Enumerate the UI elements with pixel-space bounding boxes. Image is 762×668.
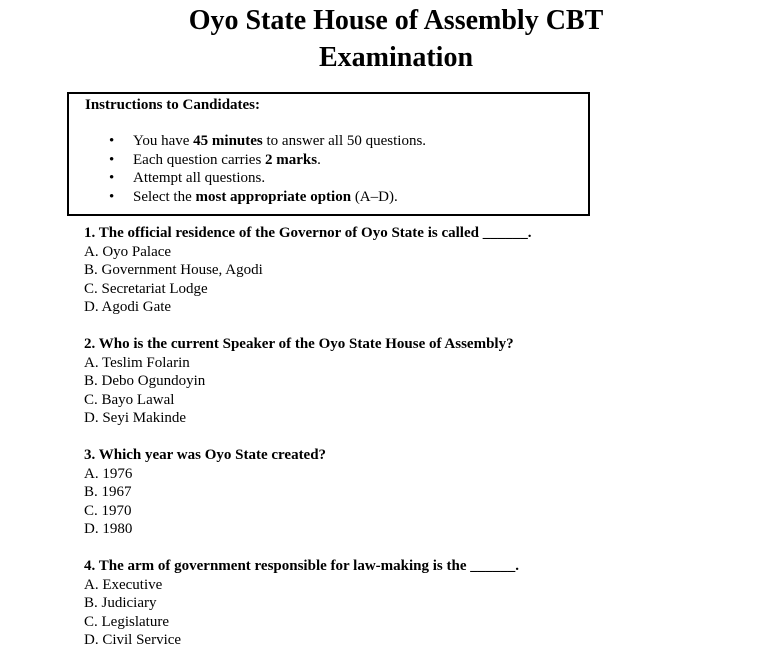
option-a: A. Oyo Palace [84, 243, 172, 260]
questions-section [84, 224, 531, 668]
title-line-1: Oyo State House of Assembly CBT [188, 5, 604, 36]
instruction-emphasis: 2 marks [265, 151, 318, 168]
option-b: B. Debo Ogundoyin [84, 373, 206, 389]
instruction-emphasis: most appropriate option [195, 188, 352, 205]
question-4 [84, 557, 531, 650]
question-text: 4. The arm of government responsible for law-making is the ______. [84, 558, 519, 574]
instruction-item [69, 132, 426, 151]
option-d: D. 1980 [84, 521, 133, 537]
instruction-text: Each question carries [133, 151, 266, 168]
instruction-text: Attempt all questions. [133, 170, 266, 187]
option-c: C. Legislature [84, 613, 169, 630]
option-d: D. Agodi Gate [84, 299, 172, 315]
instruction-text: . [317, 151, 321, 168]
instruction-text: You have [133, 133, 194, 149]
bullet-icon: • [109, 133, 115, 149]
option-d: D. Seyi Makinde [84, 410, 187, 426]
instruction-text: Select the [133, 188, 196, 205]
option-a: A. Executive [84, 576, 163, 593]
question-3 [84, 446, 531, 539]
option-b: B. Judiciary [84, 595, 157, 611]
instruction-item [69, 169, 426, 188]
option-c: C. Bayo Lawal [84, 391, 175, 408]
option-a: A. Teslim Folarin [84, 354, 190, 371]
bullet-icon: • [109, 188, 115, 205]
instruction-text: (A–D). [351, 188, 398, 205]
instruction-text: to answer all 50 questions. [262, 133, 427, 149]
instruction-item [69, 151, 426, 170]
option-d: D. Civil Service [84, 632, 182, 648]
question-text: 2. Who is the current Speaker of the Oyo State House of Assembly? [84, 336, 514, 352]
question-text: 1. The official residence of the Governor of Oyo State is called ______. [84, 225, 532, 241]
instruction-item [69, 188, 426, 207]
instruction-emphasis: 45 minutes [193, 133, 263, 149]
question-text: 3. Which year was Oyo State created? [84, 447, 327, 463]
document-title [0, 2, 762, 76]
bullet-icon: • [109, 170, 115, 187]
instructions-heading: Instructions to Candidates: [85, 97, 261, 113]
option-b: B. 1967 [84, 484, 132, 500]
title-line-2: Examination [318, 42, 474, 73]
option-a: A. 1976 [84, 465, 133, 482]
bullet-icon: • [109, 151, 115, 168]
question-1 [84, 224, 531, 317]
question-2 [84, 335, 531, 428]
instructions-box [67, 92, 590, 216]
option-b: B. Government House, Agodi [84, 262, 263, 278]
option-c: C. 1970 [84, 502, 132, 519]
instructions-list [69, 132, 426, 206]
option-c: C. Secretariat Lodge [84, 280, 208, 297]
